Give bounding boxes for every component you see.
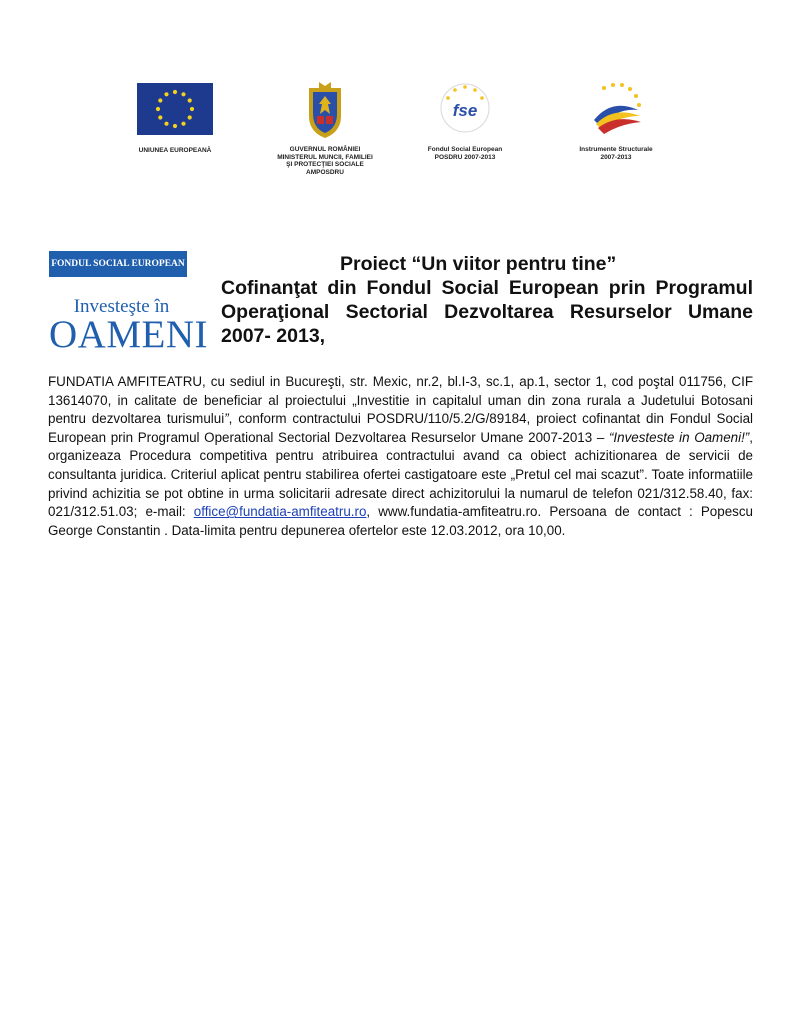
fse-mark: fse [452,101,478,120]
is-caption-line-1: Instrumente Structurale [579,146,653,153]
eu-caption: UNIUNEA EUROPEANĂ [138,147,212,154]
logo-row [0,80,800,190]
gov-caption-line-3: ŞI PROTECŢIEI SOCIALE [286,161,364,168]
organization-name: FUNDATIA AMFITEATRU [48,374,203,389]
body-segment: , organizeaza Procedura competitiva pentru atribuirea contractului avand ca obiect achizitionarea de servicii de consultanta juridica. Criteriul aplicat pentru stabilirea ofertei castigatoare este „Pretul cel mai scazut”. Toate informatiile privind achizitia se pot obtine in urma solicitarii adresate direct achizitorului la numarul de telefon 021/312.58.40, fax: 021/312.51.03; e-mail: [48,429,753,520]
is-caption-line-2: 2007-2013 [600,153,632,161]
fse-banner: FONDUL SOCIAL EUROPEAN [49,251,187,277]
invest-in-people-logo [49,296,208,356]
gov-caption-line-1: GUVERNUL ROMÂNIEI [289,146,361,153]
fse-logo [410,80,520,161]
government-logo [270,80,380,176]
body-segment: , conform contractului POSDRU/110/5.2/G/89184, proiect cofinantat din Fondul Social European prin Programul Operational Sectorial Dezvoltarea Resurselor Umane 2007-2013 – [48,411,753,445]
gov-caption-line-2: MINISTERUL MUNCII, FAMILIEI [277,153,373,161]
program-slogan: “Investeste in Oameni!” [608,429,750,445]
announcement-paragraph [48,373,753,540]
fse-emblem-icon [435,80,495,136]
project-title: Proiect “Un viitor pentru tine” [340,253,617,275]
eu-flag-icon [137,83,213,135]
fse-caption-line-1: Fondul Social European [427,146,503,153]
project-subtitle: Cofinanţat din Fondul Social European prin Programul Operaţional Sectorial Dezvoltarea Resurselor Umane 2007- 2013, [221,277,753,347]
email-link[interactable]: office@fundatia-amfiteatru.ro [193,504,367,520]
body-segment: , cu sediul in Bucureşti, str. Mexic, nr.2, bl.I-3, sc.1, ap.1, sector 1, cod poştal 011756, CIF 13614070, in calitate de beneficiar al proiectului „Investitie in capitalul uman din zona rurala a Judetului Botosani pentru dezvoltarea turismului [48,374,753,427]
invest-line-2: OAMENI [49,313,208,356]
romanian-coat-of-arms-icon [303,80,347,140]
body-segment-quote: ” [224,411,229,427]
structural-instruments-icon [586,80,646,138]
invest-line-1: Investeşte în [73,296,170,317]
eu-logo [120,83,230,155]
structural-instruments-logo [556,80,676,161]
fse-caption-line-2: POSDRU 2007-2013 [434,153,496,161]
gov-caption-line-4: AMPOSDRU [306,168,344,176]
body-segment: , www.fundatia-amfiteatru.ro. Persoana de contact : Popescu George Constantin . Data-limita pentru depunerea ofertelor este 12.03.2012, ora 10,00. [48,504,753,538]
